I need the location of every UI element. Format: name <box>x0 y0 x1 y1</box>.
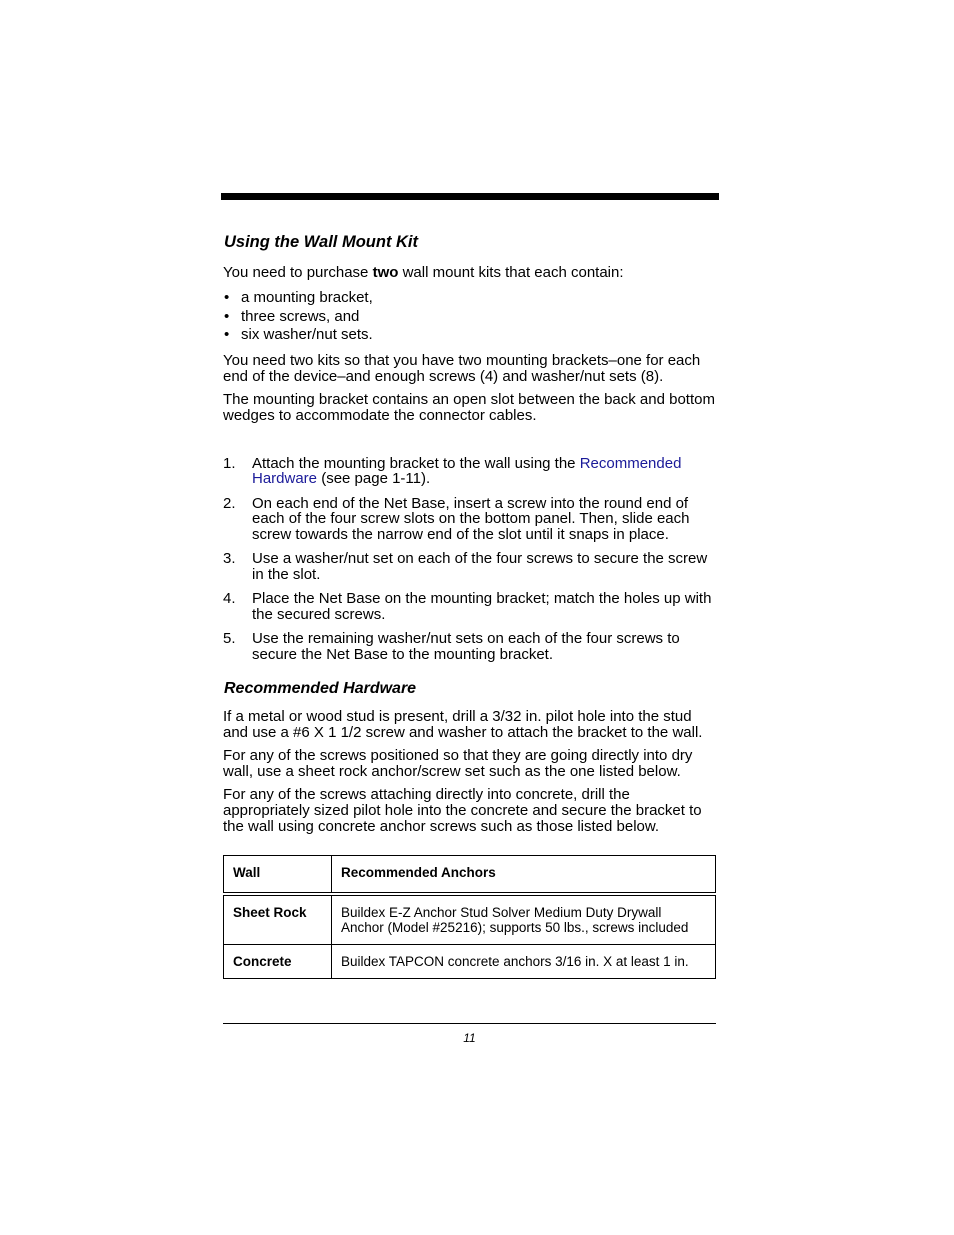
anchors-table <box>223 855 716 979</box>
recommended-hardware-link[interactable]: Recommended Hardware <box>252 454 682 487</box>
list-item: • three screws, and <box>223 308 718 327</box>
intro-emphasis: two <box>372 264 399 281</box>
wall-cell: Sheet Rock <box>224 894 332 945</box>
table-header-row <box>224 856 716 895</box>
kit-contents-list <box>223 289 718 345</box>
table-row <box>224 894 716 945</box>
stud-paragraph: If a metal or wood stud is present, drill a 3/32 in. pilot hole into the stud and use a #6 X 1 1/2 screw and washer to attach the bracket to the wall. <box>223 708 703 741</box>
column-header-wall: Wall <box>224 856 332 895</box>
step-number: 4. <box>223 590 236 607</box>
concrete-paragraph: For any of the screws attaching directly into concrete, drill the appropriately sized pilot hole into the concrete and secure the bracket to the wall using concrete anchor screws such as those listed below. <box>223 786 702 835</box>
step-number: 3. <box>223 550 236 567</box>
step-item <box>223 551 718 582</box>
steps-list <box>223 456 718 663</box>
anchors-cell: Buildex E-Z Anchor Stud Solver Medium Duty Drywall Anchor (Model #25216); supports 50 lbs., screws included <box>332 894 716 945</box>
step-text: Use a washer/nut set on each of the four screws to secure the screw in the slot. <box>252 550 708 583</box>
kits-paragraph: You need two kits so that you have two mounting brackets–one for each end of the device–and enough screws (4) and washer/nut sets (8). <box>223 351 701 385</box>
page-content <box>223 230 718 842</box>
slot-paragraph: The mounting bracket contains an open slot between the back and bottom wedges to accommodate the connector cables. <box>223 390 715 424</box>
step-text: Use the remaining washer/nut sets on each of the four screws to secure the Net Base to the mounting bracket. <box>252 630 680 663</box>
list-item: • a mounting bracket, <box>223 289 718 308</box>
wall-cell: Concrete <box>224 945 332 979</box>
step-item <box>223 591 718 622</box>
step-number: 5. <box>223 630 236 647</box>
drywall-paragraph: For any of the screws positioned so that they are going directly into dry wall, use a sheet rock anchor/screw set such as the one listed below. <box>223 747 693 780</box>
intro-paragraph: You need to purchase two wall mount kits that each contain: <box>223 264 624 281</box>
step-number: 1. <box>223 454 236 472</box>
step-item: 1. Attach the mounting bracket to the wall using the Recommended Hardware (see page 1-11). <box>223 454 682 487</box>
hardware-subheading: Recommended Hardware <box>224 680 417 697</box>
table-row <box>224 945 716 979</box>
list-item: • six washer/nut sets. <box>223 326 718 345</box>
section-title: Using the Wall Mount Kit <box>224 233 419 251</box>
column-header-anchors: Recommended Anchors <box>332 856 716 895</box>
anchors-cell: Buildex TAPCON concrete anchors 3/16 in. X at least 1 in. <box>332 945 716 979</box>
page-number: 11 <box>463 1031 476 1045</box>
top-rule <box>221 193 719 200</box>
step-item <box>223 496 718 543</box>
step-number: 2. <box>223 494 236 512</box>
step-item <box>223 631 718 662</box>
footer-rule <box>223 1023 716 1024</box>
step-text: On each end of the Net Base, insert a screw into the round end of each of the four screw slots on the bottom panel. Then, slide each screw towards the narrow end of the slot until it snaps in place. <box>252 494 690 543</box>
step-text: Place the Net Base on the mounting bracket; match the holes up with the secured screws. <box>252 590 712 623</box>
